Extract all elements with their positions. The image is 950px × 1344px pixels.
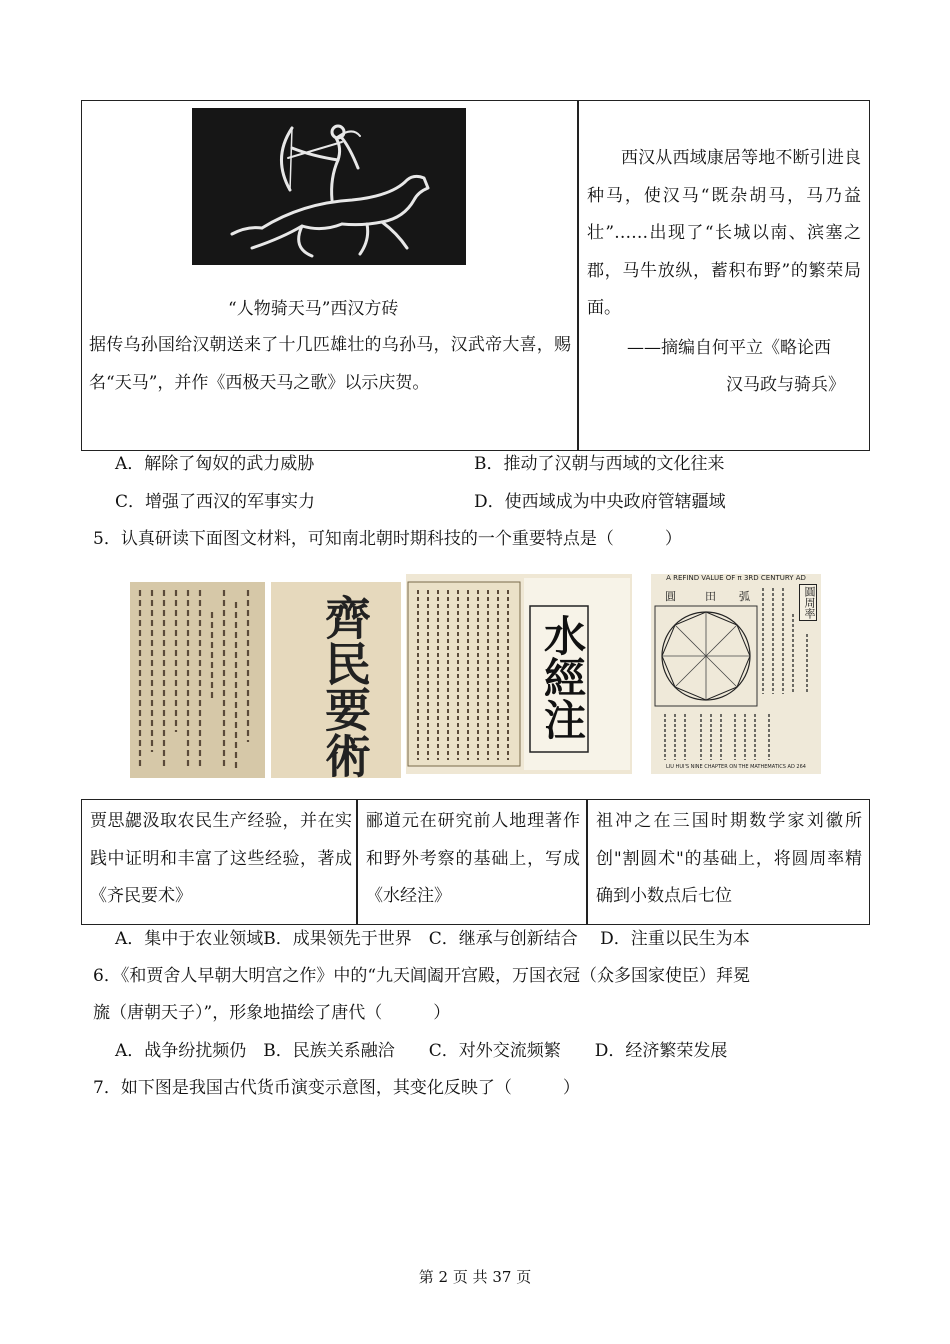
q4-table-divider xyxy=(577,100,579,451)
source-line-1: ——摘编自何平立《略论西 xyxy=(627,338,831,358)
horse-rider-brick-image xyxy=(192,108,466,265)
pi-chart-label-zhoulv: 圓周率 xyxy=(799,584,817,621)
q4-option-d[interactable]: D．使西域成为中央政府管辖疆域 xyxy=(474,492,726,512)
pi-chart-label-tian: 田 xyxy=(705,590,716,603)
wusun-horse-text: 据传乌孙国给汉朝送来了十几匹雄壮的乌孙马，汉武帝大喜，赐名“天马”，并作《西极天马之歌》以示庆贺。 xyxy=(89,335,571,393)
li-daoyuan-cell: 郦道元在研究前人地理著作和野外考察的基础上，写成《水经注》 xyxy=(366,811,580,906)
jia-sixie-cell: 贾思勰汲取农民生产经验，并在实践中证明和丰富了这些经验，著成《齐民要术》 xyxy=(90,811,352,906)
q4-option-b[interactable]: B．推动了汉朝与西域的文化往来 xyxy=(474,454,725,474)
pi-chart-label-hu: 弧 xyxy=(739,590,750,603)
q6-stem-line-1: 6．《和贾舍人早朝大明宫之作》中的“九天阊阖开宫殿，万国衣冠（众多国家使臣）拜冕 xyxy=(93,966,751,986)
q6-options[interactable]: A．战争纷扰频仍 B．民族关系融洽 C．对外交流频繁 D．经济繁荣发展 xyxy=(115,1041,728,1061)
shuijingzhu-cover-title: 水經注 xyxy=(538,614,587,740)
qimin-cover-title: 齊民要術 xyxy=(318,594,372,778)
pi-chart-caption: LIU HUI'S NINE CHAPTER ON THE MATHEMATICS AD 264 xyxy=(666,764,806,770)
pi-chart-title: A REFIND VALUE OF π 3RD CENTURY AD xyxy=(666,574,806,582)
q6-stem-line-2: 旒（唐朝天子）”，形象地描绘了唐代（ ） xyxy=(93,1003,451,1023)
q7-stem: 7．如下图是我国古代货币演变示意图，其变化反映了（ ） xyxy=(93,1078,580,1098)
pi-chart-label-yuan: 圓 xyxy=(665,590,676,603)
q4-option-c[interactable]: C．增强了西汉的军事实力 xyxy=(115,492,316,512)
q5-stem: 5．认真研读下面图文材料，可知南北朝时期科技的一个重要特点是（ ） xyxy=(93,529,682,549)
source-line-2: 汉马政与骑兵》 xyxy=(726,375,845,395)
zu-chongzhi-cell: 祖冲之在三国时期数学家刘徽所创"割圆术"的基础上，将圆周率精确到小数点后七位 xyxy=(596,811,862,906)
liu-hui-pi-chart-image xyxy=(651,574,821,774)
q5-table-divider-2 xyxy=(586,799,588,925)
han-horse-text: 西汉从西域康居等地不断引进良种马，使汉马“既杂胡马，马乃益壮”……出现了“长城以南、滨塞之郡，马牛放纵，蓄积布野”的繁荣局面。 xyxy=(587,148,861,318)
qimin-inner-page-image xyxy=(130,582,265,778)
q5-options[interactable]: A．集中于农业领域B．成果领先于世界 C．继承与创新结合 D．注重以民生为本 xyxy=(115,929,750,949)
page-footer: 第 2 页 共 37 页 xyxy=(418,1268,532,1286)
shuijingzhu-book-image xyxy=(406,574,632,774)
qimin-yaoshu-cover-image xyxy=(271,582,401,778)
q4-option-a[interactable]: A．解除了匈奴的武力威胁 xyxy=(115,454,315,474)
brick-caption: “人物骑天马”西汉方砖 xyxy=(228,299,399,319)
q5-table-divider-1 xyxy=(356,799,358,925)
